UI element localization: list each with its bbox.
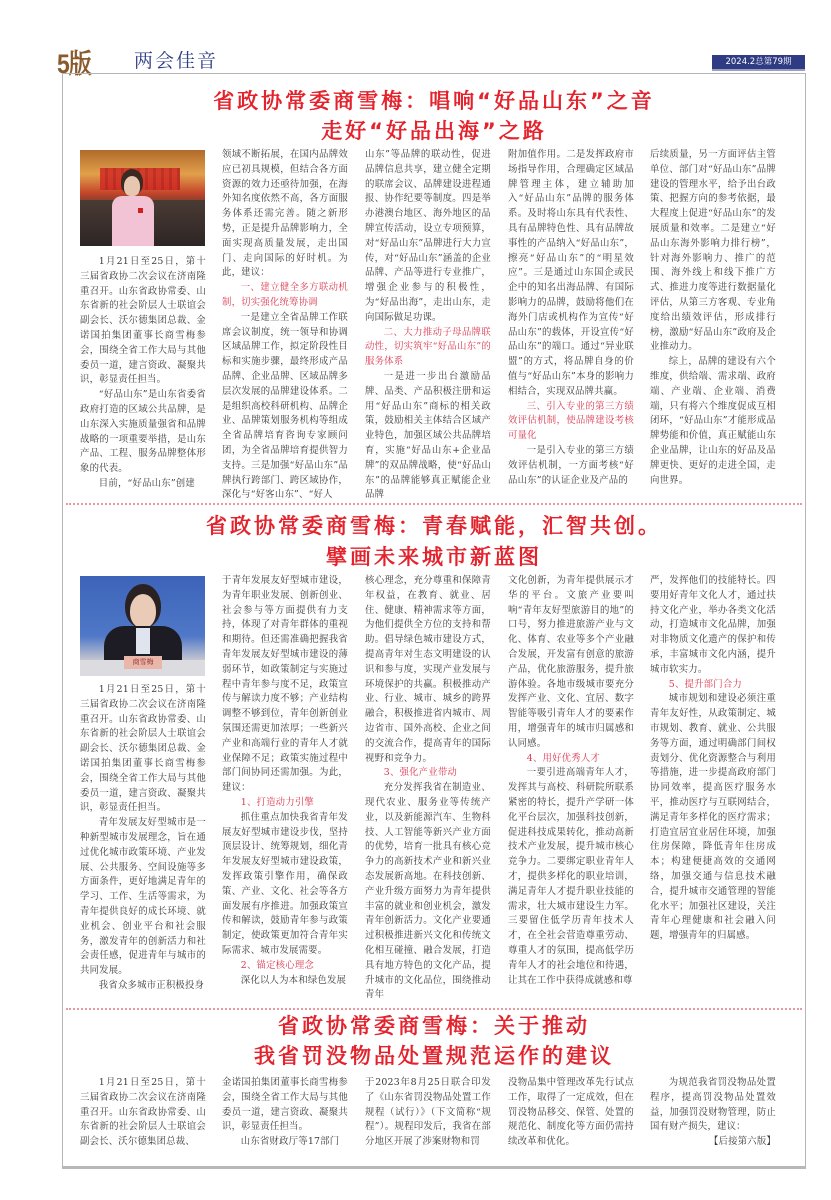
article-1-column-1 <box>80 255 206 492</box>
paragraph: 青年发展友好型城市是一种新型城市发展理念，旨在通过优化城市政策环境、产业发展、公共服务、空间设施等多方面条件，更好地满足青年的学习、工作、生活等需求，为青年提供良好的成长环境、就业机会、创业平台和社会服务，激发青年的创新活力和社会责任感，促进青年与城市的共同发展。 <box>80 817 206 977</box>
article-3-title-line-1: 省政协常委商雪梅：关于推动 <box>278 1014 590 1038</box>
section-title: 两会佳音 <box>134 50 219 72</box>
subheading: 二、大力推动子母品牌联动性，切实筑牢“好品山东”的服务体系 <box>365 326 491 368</box>
subheading: 三、引入专业的第三方绩效评估机制，使品牌建设考核可量化 <box>508 400 634 442</box>
nameplate: 商雪梅 <box>124 656 162 669</box>
article-1-column-2 <box>222 148 348 503</box>
article-3-column-4 <box>508 1076 634 1150</box>
subheading: 3、强化产业带动 <box>383 767 457 779</box>
article-1-title-line-2: 走好“好品出海”之路 <box>321 119 547 143</box>
article-3-column-2 <box>222 1076 348 1150</box>
paragraph: 没物品集中管理改革先行试点工作，取得了一定成效，但在罚没物品移交、保管、处置的规范化、制度化等方面仍需持续改革和优化。 <box>508 1077 634 1148</box>
paragraph: 于2023年8月25日联合印发了《山东省罚没物品处置工作规程（试行）》（下文简称“规程”）。规程印发后，我省在部分地区开展了涉案财物和罚 <box>365 1077 491 1148</box>
paragraph: 于青年发展友好型城市建设，为青年职业发展、创新创业、社会参与等方面提供有力支持，体现了对青年群体的重视和期待。但还需准确把握我省青年发展友好型城市建设的薄弱环节，如政策制定与实施过程中青年参与度不足，政策宣传与解读力度不够；产业结构调整不够到位，青年创新创业氛围还需更加浓厚；一些新兴产业和高端行业的青年人才就业保障不足；政策实施过程中部门间协同还需加强。为此，建议： <box>222 575 348 794</box>
article-2-title-line-1: 省政协常委商雪梅：青春赋能，汇智共创。 <box>206 514 662 538</box>
paragraph: 深化以人为本和绿色发展 <box>240 974 347 986</box>
paragraph: 核心理念，充分尊重和保障青年权益，在教育、就业、居住、健康、精神需求等方面，为他们提供全方位的支持和帮助。倡导绿色城市建设方式，提高青年对生态文明建设的认识和参与度，实现产业发展与环境保护的共赢。积极推动产业、行业、城市、城乡的跨界融合，积极推进省内城市、周边省市、国外高校、企业之间的交流合作，提高青年的国际视野和竞争力。 <box>365 575 491 764</box>
paragraph: 充分发挥我省在制造业、现代农业、服务业等传统产业，以及新能源汽车、生物科技、人工智能等新兴产业方面的优势，培育一批具有核心竞争力的高新技术产业和新兴业态发展新高地。在科技创新、产业升级方面努力为青年提供丰富的就业和创业机会，激发青年创新活力。文化产业要通过积极推进新兴文化和传统文化相互碰撞、融合发展，打造具有地方特色的文化产品，提升城市的文化品位，围绕推动青年 <box>365 782 491 1001</box>
paragraph: “好品山东”是山东省委省政府打造的区域公共品牌，是山东深入实施质量强省和品牌战略的一项重要举措，是山东产品、工程、服务品牌整体形象的代表。 <box>80 389 206 475</box>
paragraph: 后续质量，另一方面评估主管单位、部门对“好品山东”品牌建设的管理水平，给予出台政策、把握方向的参考依据，最大程度上促进“好品山东”的发展质量和效率。二是建立“好品山东海外影响力排行榜”，针对海外影响力、推广的范围、海外线上和线下推广方式、推进力度等进行数据量化评估，从第三方客观、专业角度给出绩效评估，形成排行榜，激励“好品山东”政府及企业推动力。 <box>650 149 776 353</box>
paragraph: 文化创新，为青年提供展示才华的平台。文旅产业要叫响“青年友好型旅游目的地”的口号，努力推进旅游产业与文化、体育、农业等多个产业融合发展，开发富有创意的旅游产品，优化旅游服务，提升旅游体验。各地市级城市要充分发挥产业、文化、宜居、数字智能等吸引青年人才的要素作用，增强青年的城市归属感和认同感。 <box>508 575 634 749</box>
paragraph: 城市规划和建设必须注重青年友好性，从政策制定、城市规划、教育、就业、公共服务等方面，通过明确部门间权责划分、优化资源整合与利用等措施，进一步提高政府部门协同效率，提高医疗服务水平，推动医疗与互联网结合，满足青年多样化的医疗需求；打造宜居宜业居住环境，加强住房保障，降低青年住房成本；构建便捷高效的交通网络，加强交通与信息技术融合，提升城市交通管理的智能化水平；加强社区建设，关注青年心理健康和社会融入问题，增强青年的归属感。 <box>650 693 776 942</box>
paragraph: 1月21日至25日，第十三届省政协二次会议在济南隆重召开。山东省政协常委、山东省新的社会阶层人士联谊会副会长、沃尔德集团总裁、金诺国拍集团董事长商雪梅参会，围绕全省工作大局与其他委员一道，建言资政、凝聚共识，彰显责任担当。 <box>80 256 206 386</box>
paragraph: 附加值作用。二是发挥政府市场指导作用，合理确定区域品牌管理主体，建立辅助加入“好品山东”品牌的服务体系。及时将山东具有代表性、具有品牌特色性、具有品牌故事性的产品纳入“好品山东”，擦亮“好品山东”的“明星效应”。三是通过山东国企或民企中的知名出海品牌、有国际影响力的品牌，鼓励将他们在海外门店或机构作为宣传“好品山东”的载体，开设宣传“好品山东”的端口。通过“异业联盟”的方式，将品牌自身的价值与“好品山东”本身的影响力相结合，实现双品牌共赢。 <box>508 149 634 397</box>
article-2-column-1 <box>80 683 206 994</box>
article-2-column-3 <box>365 574 491 1003</box>
edition-label: 5版 <box>57 49 92 79</box>
article-2-column-4 <box>508 574 634 988</box>
paragraph: 一是进一步出台激励品牌、品类、产品积极注册和运用“好品山东”商标的相关政策，鼓励相关主体结合区域产业特色，加强区域公共品牌培育，实施“好品山东+企业品牌”的双品牌战略，使“好品山东”的品牌能够真正赋能企业品牌 <box>365 370 491 501</box>
paragraph: 严，发挥他们的技能特长。四要用好青年文化人才，通过扶持文化产业，举办各类文化活动，打造城市文化品牌，加强对非物质文化遗产的保护和传承，丰富城市文化内涵，提升城市软实力。 <box>650 575 776 675</box>
article-2-photo <box>80 576 205 676</box>
paragraph: 【后接第六版】 <box>708 1136 776 1148</box>
article-3-column-3 <box>365 1076 491 1150</box>
paragraph: 目前，“好品山东”创建 <box>98 477 195 489</box>
paragraph: 金诺国拍集团董事长商雪梅参会，围绕全省工作大局与其他委员一道，建言资政、凝聚共识，彰显责任担当。 <box>222 1077 348 1133</box>
article-2-column-2 <box>222 574 348 988</box>
paragraph: 领域不断拓展，在国内品牌效应已初具规模，但结合各方面资源的效力还亟待加强，在海外知名度依然不高，各方面服务体系还需完善。随之新形势，正是提升品牌影响力，全面实现高质量发展，走出国门、走向国际的好时机。为此，建议： <box>222 149 348 279</box>
article-1-column-5 <box>650 148 776 488</box>
paragraph: 山东”等品牌的联动性，促进品牌信息共享，建立健全定期的联席会议、品牌建设进程通报、协作纪要等制度。四是举办港澳台地区、海外地区的品牌宣传活动，设立专项预算，对“好品山东”品牌进行大力宣传，对“好品山东”涵盖的企业品牌、产品等进行专业推广，增强企业参与的积极性，为“好品出海”，走出山东，走向国际做足功课。 <box>365 149 491 323</box>
subheading: 一、建立健全多方联动机制，切实强化统筹协调 <box>222 282 348 308</box>
article-1-column-4 <box>508 148 634 488</box>
subheading: 2、锚定核心理念 <box>240 959 314 971</box>
article-2-column-5 <box>650 574 776 944</box>
paragraph: 一是建立全省品牌工作联席会议制度，统一领导和协调区域品牌工作，拟定阶段性目标和实施步骤，最终形成产品品牌、企业品牌、区域品牌多层次发展的品牌建设体系。二是组织高校科研机构、品牌企业、品牌策划服务机构等组成全省品牌培育咨询专家顾问团，为全省品牌培育提供智力支持。三是加强“好品山东”品牌执行跨部门、跨区域协作，深化与“好客山东”、“好人 <box>222 311 348 501</box>
paragraph: 山东省财政厅等17部门 <box>240 1136 340 1148</box>
paragraph: 一是引入专业的第三方绩效评估机制，一方面考核“好品山东”的认证企业及产品的 <box>508 444 634 486</box>
subheading: 1、打造动力引擎 <box>240 796 314 808</box>
section-divider <box>66 1008 802 1010</box>
paragraph: 综上，品牌的建设有六个维度，供给端、需求端、政府端、产业端、企业端、消费端，只有将六个维度促成互相闭环，“好品山东”才能形成品牌势能和价值，真正赋能山东企业品牌，让山东的好品及品牌更快、更好的走进全国，走向世界。 <box>650 356 776 486</box>
subheading: 4、用好优秀人才 <box>526 752 600 764</box>
article-3-title-line-2: 我省罚没物品处置规范运作的建议 <box>254 1044 614 1068</box>
paragraph: 1月21日至25日，第十三届省政协二次会议在济南隆重召开。山东省政协常委、山东省新的社会阶层人士联谊会副会长、沃尔德集团总裁、 <box>80 1077 206 1148</box>
date-issue-badge: 2024.2总第79期 <box>712 55 805 71</box>
paragraph: 为规范我省罚没物品处置程序，提高罚没物品处置效益，加强罚没财物管理，防止国有财产损失，建议： <box>650 1077 776 1133</box>
article-1-photo <box>80 150 205 246</box>
article-3-column-5 <box>650 1076 776 1150</box>
article-1-column-3 <box>365 148 491 503</box>
article-3-column-1 <box>80 1076 206 1150</box>
paragraph: 抓住重点加快我省青年发展友好型城市建设步伐，坚持顶层设计、统筹规划，细化青年发展友好型城市建设政策，发挥政策引擎作用，确保政策、产业、文化、社会等各方面发展有序推进。加强政策宣传和解读，鼓励青年参与政策制定，使政策更加符合青年实际需求、城市发展需要。 <box>222 811 348 956</box>
article-1-title-line-1: 省政协常委商雪梅：唱响“好品山东”之音 <box>213 89 655 113</box>
paragraph: 我省众多城市正积极投身 <box>98 979 205 991</box>
section-divider <box>66 503 802 505</box>
subheading: 5、提升部门合力 <box>668 678 742 690</box>
paragraph: 1月21日至25日，第十三届省政协二次会议在济南隆重召开。山东省政协常委、山东省新的社会阶层人士联谊会副会长、沃尔德集团总裁、金诺国拍集团董事长商雪梅参会，围绕全省工作大局与其他委员一道，建言资政、凝聚共识，彰显责任担当。 <box>80 684 206 814</box>
paragraph: 一要引进高端青年人才，发挥其与高校、科研院所联系紧密的特长，提升产学研一体化平台层次，加强科技创新，促进科技成果转化，推动高新技术产业发展，提升城市核心竞争力。二要绑定职业青年人才，提供多样化的职业培训，满足青年人才提升职业技能的需求，壮大城市建设生力军。三要留住低学历青年技术人才，在全社会营造尊重劳动、尊重人才的氛围，提高低学历青年人才的社会地位和待遇，让其在工作中获得成就感和尊 <box>508 767 634 986</box>
article-2-title-line-2: 擘画未来城市新蓝图 <box>326 545 542 569</box>
